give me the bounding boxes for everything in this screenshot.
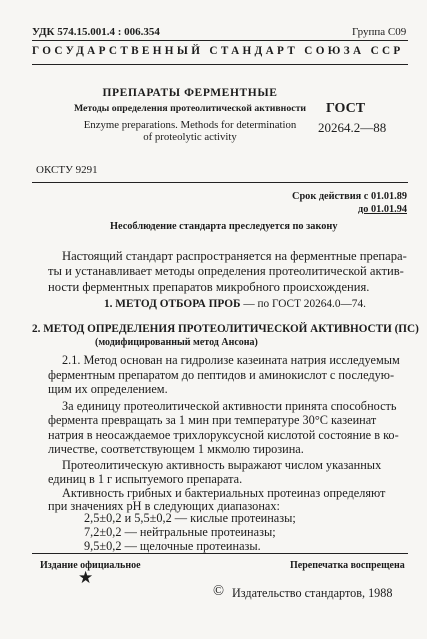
header-rule-bottom <box>32 64 408 65</box>
validity-start: Срок действия с 01.01.89 <box>292 191 407 202</box>
intro-paragraph <box>48 249 407 295</box>
okstu-code: ОКСТУ 9291 <box>36 164 98 176</box>
p21-line: 2.1. Метод основан на гидролизе казеината натрия исследуемым <box>62 353 400 367</box>
ranges-line: Активность грибных и бактериальных протеиназ определяют <box>62 486 386 500</box>
document-title: ПРЕПАРАТЫ ФЕРМЕНТНЫЕ <box>102 87 278 99</box>
footer-rule <box>32 553 408 554</box>
ph-range-acidic: 2,5±0,2 и 5,5±0,2 — кислые протеиназы; <box>84 511 296 525</box>
paragraph-expression <box>48 458 404 487</box>
section-1-reference: — по ГОСТ 20264.0—74. <box>240 298 366 310</box>
intro-line: ты и устанавливает методы определения протеолитической актив- <box>48 264 404 279</box>
unit-line: фермента превращать за 1 мин при температуре 30°С казеинат <box>48 413 377 428</box>
copyright-icon: © <box>213 583 225 599</box>
unit-line: За единицу протеолитической активности принята способность <box>62 399 397 413</box>
publisher-copyright: Издательство стандартов, 1988 <box>232 586 393 600</box>
ph-range-neutral: 7,2±0,2 — нейтральные протеиназы; <box>84 525 276 539</box>
ph-range-alkaline: 9,5±0,2 — щелочные протеиназы. <box>84 539 261 553</box>
paragraph-ph-ranges <box>48 487 404 512</box>
state-standard-banner: ГОСУДАРСТВЕННЫЙ СТАНДАРТ СОЮЗА ССР <box>32 45 404 57</box>
english-title-line2: of proteolytic activity <box>143 131 237 143</box>
section-2-subheading: (модифицированный метод Ансона) <box>95 337 258 348</box>
unit-line: личестве, соответствующем 1 мкмолю тирозина. <box>48 441 304 456</box>
validity-end: до 01.01.94 <box>358 204 407 215</box>
english-title-line1: Enzyme preparations. Methods for determination <box>83 119 297 131</box>
intro-line: Настоящий стандарт распространяется на ферментные препара- <box>62 249 407 263</box>
intro-line: ности ферментных препаратов микробного происхождения. <box>48 279 370 294</box>
express-line: единиц в 1 г испытуемого препарата. <box>48 472 243 487</box>
section-2-heading: 2. МЕТОД ОПРЕДЕЛЕНИЯ ПРОТЕОЛИТИЧЕСКОЙ АКТИВНОСТИ (ПС) <box>32 323 419 335</box>
section-1-heading <box>104 298 366 310</box>
gost-label: ГОСТ <box>326 101 366 116</box>
unit-line: натрия в неосаждаемое трихлоруксусной кислотой состояние в ко- <box>48 427 399 442</box>
section-1-title: 1. МЕТОД ОТБОРА ПРОБ <box>104 298 241 310</box>
star-icon: ★ <box>78 568 94 587</box>
legal-notice: Несоблюдение стандарта преследуется по закону <box>110 221 338 232</box>
gost-number: 20264.2—88 <box>318 120 387 135</box>
header-rule-top <box>32 40 408 41</box>
express-line: Протеолитическую активность выражают числом указанных <box>62 458 382 472</box>
p21-line: ферментным препаратом до пептидов и аминокислот с последую- <box>48 367 395 382</box>
english-title <box>60 119 320 143</box>
official-edition-label: Издание официальное <box>40 560 141 571</box>
p21-line: щим их определением. <box>48 382 168 397</box>
paragraph-2-1 <box>48 353 404 397</box>
okstu-rule <box>32 182 408 183</box>
ranges-line: при значениях рН в следующих диапазонах: <box>48 498 280 513</box>
reprint-prohibited-label: Перепечатка воспрещена <box>290 560 405 571</box>
validity-period <box>292 190 407 216</box>
group-code: Группа С09 <box>352 26 407 38</box>
document-subtitle: Методы определения протеолитической активности <box>73 103 307 114</box>
paragraph-unit-definition <box>48 399 404 456</box>
udk-code: УДК 574.15.001.4 : 006.354 <box>32 26 160 38</box>
